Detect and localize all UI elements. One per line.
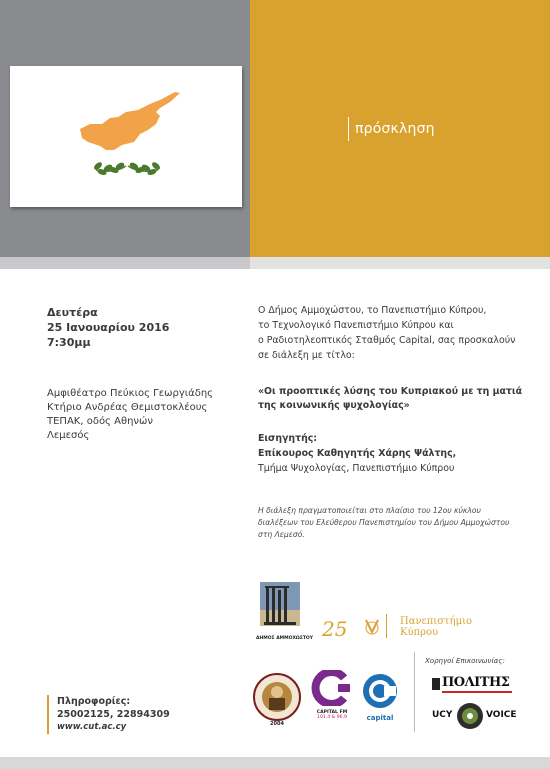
header-strip-right: [250, 257, 550, 269]
event-date: 25 Ιανουαρίου 2016: [47, 321, 170, 334]
sponsors-label: Χορηγοί Επικοινωνίας:: [425, 657, 505, 665]
cyprus-flag-icon: [10, 66, 242, 207]
ucy-years-mark: 25: [322, 617, 348, 641]
note-line: στη Λεμεσό.: [258, 530, 305, 539]
ucy-name-line2: Κύπρου: [400, 627, 439, 638]
capital-tv-name: capital: [366, 714, 394, 722]
columns-icon: [256, 580, 304, 632]
venue-line: Λεμεσός: [47, 430, 90, 441]
event-datetime: [47, 305, 169, 350]
venue-line: Κτήριο Ανδρέας Θεμιστοκλέους: [47, 402, 208, 413]
intro-line: Ο Δήμος Αμμοχώστου, το Πανεπιστήμιο Κύπρου,: [258, 305, 487, 316]
capital-c-icon: [360, 672, 400, 710]
dimos-ammochostou-logo: [256, 580, 313, 641]
sponsors-divider: [414, 652, 415, 732]
ucy-name: [400, 616, 472, 638]
invitation-label: πρόσκληση: [348, 117, 435, 141]
ucy-voice-emblem-icon: [456, 702, 484, 730]
capital-fm-freq: 101.4 & 96.9: [317, 715, 347, 720]
capital-fm-name: CAPITAL FM: [316, 710, 348, 715]
cut-seal-icon: [252, 672, 302, 728]
ucy-name-line1: Πανεπιστήμιο: [400, 616, 473, 627]
speaker-name: Επίκουρος Καθηγητής Χάρης Ψάλτης,: [258, 448, 457, 459]
footer-strip: [0, 757, 550, 769]
intro-line: ο Ραδιοτηλεοπτικός Σταθμός Capital, σας προσκαλούν: [258, 335, 516, 346]
lecture-title-line: της κοινωνικής ψυχολογίας»: [258, 400, 410, 411]
intro-line: το Τεχνολογικό Πανεπιστήμιο Κύπρου και: [258, 320, 454, 331]
ucy-voice-logo: [432, 702, 524, 732]
lecture-note: [258, 505, 543, 541]
ucy-divider: [386, 614, 387, 638]
speaker-affiliation: Τμήμα Ψυχολογίας, Πανεπιστήμιο Κύπρου: [258, 463, 455, 474]
header-strip-left: [0, 257, 250, 269]
ucy-voice-right: VOICE: [486, 710, 517, 720]
intro-line: σε διάλεξη με τίτλο:: [258, 350, 355, 361]
cut-logo: [252, 672, 302, 728]
speaker-block: [258, 431, 543, 476]
venue-line: ΤΕΠΑΚ, οδός Αθηνών: [47, 416, 153, 427]
politis-name: ΠΟΛΙΤΗΣ: [442, 675, 510, 690]
intro-text: [258, 303, 543, 363]
lecture-title: [258, 385, 543, 413]
politis-logo: [432, 675, 516, 695]
venue-line: Αμφιθέατρο Πεύκιος Γεωργιάδης: [47, 388, 214, 399]
info-block: [47, 695, 170, 734]
politis-mark-icon: [432, 678, 440, 690]
cyprus-flag: [10, 66, 242, 207]
event-venue: [47, 387, 213, 443]
ucy-25-logo: [322, 612, 482, 644]
info-phones: 25002125, 22894309: [57, 709, 170, 720]
lecture-title-line: «Οι προοπτικές λύσης του Κυπριακού με τη ματιά: [258, 386, 523, 397]
event-day: Δευτέρα: [47, 306, 98, 319]
info-label: Πληροφορίες:: [57, 696, 131, 707]
note-line: διαλέξεων του Ελεύθερου Πανεπιστημίου του Δήμου Αμμοχώστου: [258, 518, 510, 527]
dimos-label: ΔΗΜΟΣ ΑΜΜΟΧΩΣΤΟΥ: [256, 636, 313, 641]
info-website-link[interactable]: www.cut.ac.cy: [57, 722, 127, 732]
cut-year: 2004: [270, 721, 284, 727]
speaker-label: Εισηγητής:: [258, 433, 318, 444]
event-time: 7:30μμ: [47, 336, 91, 349]
note-line: Η διάλεξη πραγματοποιείται στο πλαίσιο του 12ου κύκλου: [258, 506, 481, 515]
ucy-voice-left: UCY: [432, 710, 453, 720]
capital-fm-icon: [310, 670, 354, 706]
politis-underline: [442, 691, 512, 693]
capital-tv-logo: [360, 672, 400, 724]
capital-fm-logo: [310, 670, 354, 726]
ucy-emblem-icon: [322, 612, 382, 642]
